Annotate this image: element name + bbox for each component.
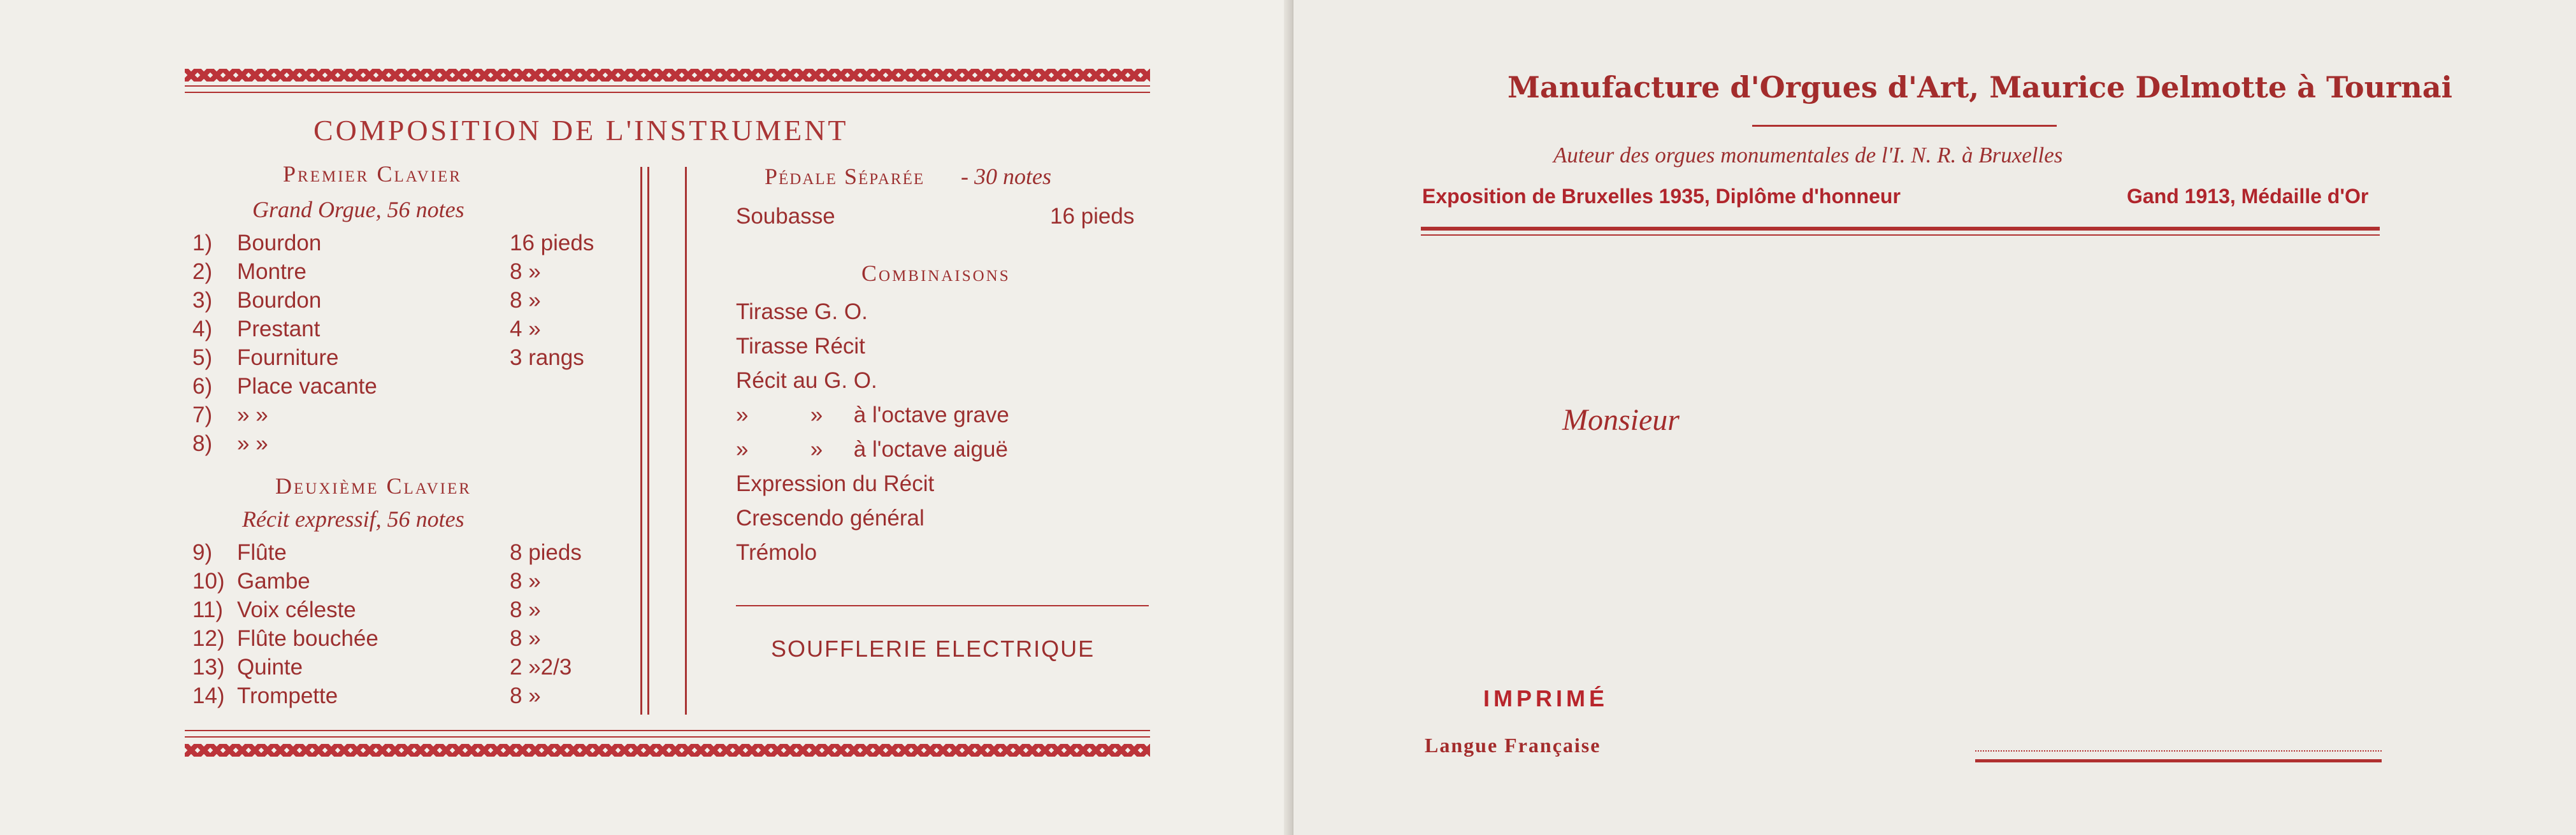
column-divider-left <box>640 167 642 715</box>
top-rule <box>185 85 1150 87</box>
deuxieme-clavier-heading: Deuxième Clavier <box>275 473 471 499</box>
header-rule-thin <box>1421 234 2380 236</box>
stop-value: 8 pieds <box>510 540 582 565</box>
stop-number: 14) <box>192 683 225 708</box>
stop-number: 2) <box>192 259 213 284</box>
stop-name: Bourdon <box>237 288 322 313</box>
bottom-diamond-border <box>185 744 1150 757</box>
stop-name: Fourniture <box>237 345 339 370</box>
stop-value: 8 » <box>510 569 541 594</box>
imprime-label: IMPRIMÉ <box>1483 685 1609 711</box>
combinaison-item: Récit au G. O. <box>736 368 877 393</box>
exposition-bruxelles: Exposition de Bruxelles 1935, Diplôme d'honneur <box>1422 185 1901 208</box>
bottom-rule <box>185 730 1150 731</box>
combinaison-item: » » à l'octave grave <box>736 403 1009 427</box>
stop-value: 16 pieds <box>510 231 594 255</box>
top-diamond-border <box>185 69 1150 82</box>
stop-number: 10) <box>192 569 225 594</box>
stop-number: 7) <box>192 403 213 427</box>
address-line-dotted <box>1975 750 2382 752</box>
column-divider-left-2 <box>647 167 649 715</box>
stop-value: 8 » <box>510 626 541 651</box>
header-rule-thick <box>1421 227 2380 231</box>
stop-value: 8 » <box>510 259 541 284</box>
stop-name: Gambe <box>237 569 310 594</box>
stop-value: 8 » <box>510 288 541 313</box>
column-divider-right <box>685 167 687 715</box>
stop-name: » » <box>237 403 268 427</box>
pedale-notes: - 30 notes <box>961 164 1051 189</box>
soufflerie-label: SOUFFLERIE ELECTRIQUE <box>771 636 1095 662</box>
stop-name: Quinte <box>237 655 303 680</box>
combinaison-item: Tirasse G. O. <box>736 299 868 324</box>
soubasse-stop: Soubasse <box>736 204 835 229</box>
stop-name: Prestant <box>237 317 320 341</box>
stop-number: 1) <box>192 231 213 255</box>
top-rule-2 <box>185 92 1150 93</box>
manufacturer-heading: Manufacture d'Orgues d'Art, Maurice Delmotte à Tournai <box>1507 70 2453 104</box>
combinaisons-heading: Combinaisons <box>861 260 1011 286</box>
stop-name: Trompette <box>237 683 338 708</box>
addressee-monsieur: Monsieur <box>1562 403 1680 437</box>
manufacturer-underline <box>1752 125 2057 127</box>
stop-number: 9) <box>192 540 213 565</box>
stop-value: 4 » <box>510 317 541 341</box>
stop-name: » » <box>237 431 268 456</box>
stop-name: Voix céleste <box>237 597 356 622</box>
combinaison-item: Expression du Récit <box>736 471 935 496</box>
stop-number: 4) <box>192 317 213 341</box>
premier-clavier-subheading: Grand Orgue, 56 notes <box>252 197 464 222</box>
stop-name: Place vacante <box>237 374 377 399</box>
bottom-rule-2 <box>185 736 1150 738</box>
combinaison-item: Crescendo général <box>736 506 925 531</box>
soubasse-value: 16 pieds <box>1050 204 1135 229</box>
stop-number: 12) <box>192 626 225 651</box>
stop-number: 3) <box>192 288 213 313</box>
right-page <box>1293 0 2576 835</box>
stop-number: 11) <box>192 597 223 622</box>
combinaison-item: Trémolo <box>736 540 817 565</box>
stop-number: 8) <box>192 431 213 456</box>
author-line: Auteur des orgues monumentales de l'I. N. R. à Bruxelles <box>1553 143 2063 168</box>
stop-name: Bourdon <box>237 231 322 255</box>
stop-name: Montre <box>237 259 306 284</box>
deuxieme-clavier-subheading: Récit expressif, 56 notes <box>242 506 464 532</box>
address-line <box>1975 759 2382 762</box>
premier-clavier-heading: Premier Clavier <box>283 161 462 187</box>
combinaison-item: » » à l'octave aiguë <box>736 437 1008 462</box>
stop-name: Flûte bouchée <box>237 626 378 651</box>
soufflerie-rule <box>736 605 1149 606</box>
combinaison-item: Tirasse Récit <box>736 334 865 359</box>
stop-name: Flûte <box>237 540 287 565</box>
stop-value: 8 » <box>510 597 541 622</box>
exposition-gand: Gand 1913, Médaille d'Or <box>2127 185 2369 208</box>
langue-label: Langue Française <box>1425 734 1601 757</box>
stop-value: 3 rangs <box>510 345 584 370</box>
stop-value: 2 »2/3 <box>510 655 572 680</box>
composition-title: COMPOSITION DE L'INSTRUMENT <box>313 114 849 146</box>
stop-value: 8 » <box>510 683 541 708</box>
pedale-heading: Pédale Séparée <box>765 164 925 189</box>
stop-number: 6) <box>192 374 213 399</box>
stop-number: 13) <box>192 655 225 680</box>
stop-number: 5) <box>192 345 213 370</box>
